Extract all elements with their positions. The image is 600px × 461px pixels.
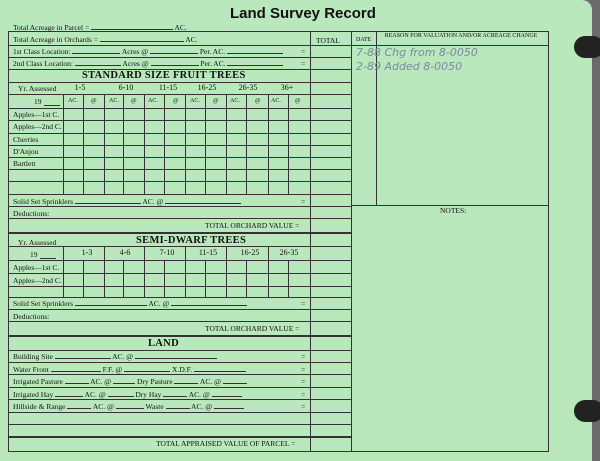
standard-trees-heading: STANDARD SIZE FRUIT TREES (82, 70, 246, 81)
semidwarf-deductions: Deductions: (13, 312, 50, 321)
row-rule (8, 94, 351, 95)
grid-line (268, 94, 269, 194)
row-rule (8, 350, 351, 351)
standard-age-2: 6-10 (118, 83, 134, 92)
handwritten-note-1: 7-88 Chg from 8-0050 (356, 46, 478, 59)
land-heading: LAND (148, 338, 179, 349)
grid-line (123, 94, 124, 194)
standard-solid-set-row: Solid Set Sprinklers AC. @ (13, 197, 241, 206)
land-hillside-equals: = (301, 402, 306, 411)
grid-line (288, 94, 289, 194)
standard-variety-bartlett: Bartlett (13, 159, 36, 168)
semidwarf-variety-apples-1st: Apples—1st C. (13, 263, 60, 272)
second-class-location-row: 2nd Class Location: Acres @ Per. AC. (13, 59, 283, 68)
total-appraised-value: TOTAL APPRAISED VALUE OF PARCEL = (156, 439, 296, 448)
standard-subheader-at: @ (91, 98, 97, 104)
semidwarf-total-orchard-value: TOTAL ORCHARD VALUE = (205, 324, 300, 333)
binder-hole (574, 400, 600, 422)
standard-variety-apples-1st: Apples—1st C. (13, 110, 60, 119)
row-rule (8, 120, 351, 121)
standard-variety-danjou: D'Anjou (13, 147, 39, 156)
land-water-front-row: Water Front F.F. @ X.D.F. (13, 365, 246, 374)
reason-column-header: REASON FOR VALUATION AND/OR ACREAGE CHANGE (384, 33, 538, 39)
semidwarf-yr-assessed: Yr. Assessed (18, 238, 57, 247)
row-rule (8, 374, 351, 375)
semidwarf-age-1: 1-3 (81, 248, 93, 257)
total-column-header: TOTAL (316, 36, 340, 45)
standard-subheader-at: @ (173, 98, 179, 104)
semidwarf-age-6: 26-35 (279, 248, 299, 257)
grid-line (226, 246, 227, 297)
row-rule (8, 246, 351, 247)
grid-line (104, 246, 105, 297)
section-rule (8, 335, 351, 337)
grid-line (185, 94, 186, 194)
form-title: Land Survey Record (230, 5, 376, 22)
standard-age-1: 1-5 (74, 83, 86, 92)
total-acreage-orchards-label: Total Acreage in Orchards = AC. (13, 35, 198, 44)
grid-line (63, 94, 64, 194)
row-rule (8, 169, 351, 170)
standard-age-5: 26-35 (238, 83, 258, 92)
land-hay-row: Irrigated Hay AC. @ Dry Hay AC. @ (13, 390, 242, 399)
section-rule (8, 232, 351, 234)
row-rule (8, 194, 351, 195)
grid-line (83, 94, 84, 194)
grid-line (164, 260, 165, 297)
semidwarf-year-blank (40, 252, 56, 259)
standard-subheader-at: @ (255, 98, 261, 104)
semidwarf-solid-set-equals: = (301, 299, 306, 308)
row-rule (8, 297, 351, 298)
standard-deductions: Deductions: (13, 209, 50, 218)
row-rule (8, 145, 351, 146)
land-water-front-equals: = (301, 365, 306, 374)
second-class-equals: = (301, 59, 306, 68)
land-pasture-row: Irrigated Pasture AC. @ Dry Pasture AC. @ (13, 377, 247, 386)
standard-yr-assessed: Yr. Assessed (18, 84, 57, 93)
grid-line (63, 246, 64, 297)
notes-label: NOTES: (440, 206, 467, 215)
grid-line (123, 260, 124, 297)
land-hillside-row: Hillside & Range AC. @ Waste AC. @ (13, 402, 244, 411)
row-rule (8, 412, 351, 413)
date-column-header: DATE (356, 37, 372, 43)
grid-line (83, 260, 84, 297)
standard-age-4: 16-25 (197, 83, 217, 92)
binder-hole (574, 36, 600, 58)
semidwarf-variety-apples-2nd: Apples—2nd C. (13, 276, 62, 285)
row-rule (8, 424, 351, 425)
land-hay-equals: = (301, 390, 306, 399)
total-acreage-parcel-label: Total Acreage in Parcel = AC. (13, 23, 187, 32)
grid-line (268, 246, 269, 297)
standard-subheader-ac: AC. (148, 98, 158, 104)
grid-line (246, 260, 247, 297)
row-rule (8, 273, 351, 274)
land-pasture-equals: = (301, 377, 306, 386)
land-building-site-row: Building Site AC. @ (13, 352, 217, 361)
row-rule (8, 399, 351, 400)
row-rule (8, 387, 351, 388)
standard-subheader-at: @ (295, 98, 301, 104)
grid-line (164, 94, 165, 194)
handwritten-note-2: 2-89 Added 8-0050 (356, 60, 463, 73)
first-class-location-row: 1st Class Location: Acres @ Per. AC. (13, 47, 283, 56)
standard-year-19: 19 (34, 97, 42, 106)
row-rule (8, 286, 351, 287)
semidwarf-solid-set-row: Solid Set Sprinklers AC. @ (13, 299, 247, 308)
row-rule (8, 181, 351, 182)
total-column-divider (351, 31, 352, 452)
row-rule (8, 45, 351, 46)
row-rule (8, 133, 351, 134)
grid-line (185, 246, 186, 297)
semidwarf-age-5: 16-25 (240, 248, 260, 257)
row-rule (8, 218, 351, 219)
standard-variety-apples-2nd: Apples—2nd C. (13, 122, 62, 131)
standard-year-blank (44, 99, 60, 106)
row-rule (8, 309, 351, 310)
standard-subheader-at: @ (131, 98, 137, 104)
grid-line (205, 94, 206, 194)
semidwarf-year-19: 19 (30, 250, 38, 259)
semidwarf-heading: SEMI-DWARF TREES (136, 235, 247, 246)
standard-subheader-at: @ (213, 98, 219, 104)
land-building-site-equals: = (301, 352, 306, 361)
grid-line (144, 94, 145, 194)
standard-variety-cherries: Cherries (13, 135, 39, 144)
standard-solid-set-equals: = (301, 197, 306, 206)
standard-subheader-ac: AC. (271, 98, 281, 104)
semidwarf-age-3: 7-10 (159, 248, 175, 257)
semidwarf-age-2: 4-6 (119, 248, 131, 257)
grid-line (104, 94, 105, 194)
grid-line (144, 246, 145, 297)
row-rule (8, 206, 351, 207)
standard-subheader-ac: AC. (109, 98, 119, 104)
row-rule (8, 157, 351, 158)
standard-age-6: 36+ (280, 83, 294, 92)
semidwarf-age-4: 11-15 (198, 248, 218, 257)
row-rule (8, 260, 351, 261)
grid-line (246, 94, 247, 194)
grid-line (226, 94, 227, 194)
section-rule (8, 436, 351, 438)
row-rule (8, 57, 351, 58)
standard-total-orchard-value: TOTAL ORCHARD VALUE = (205, 221, 300, 230)
first-class-equals: = (301, 47, 306, 56)
row-rule (8, 321, 351, 322)
standard-age-3: 11-15 (158, 83, 178, 92)
row-rule (8, 362, 351, 363)
grid-line (288, 260, 289, 297)
standard-subheader-ac: AC. (230, 98, 240, 104)
row-rule (8, 108, 351, 109)
grid-line (205, 260, 206, 297)
standard-subheader-ac: AC. (190, 98, 200, 104)
standard-subheader-ac: AC. (68, 98, 78, 104)
